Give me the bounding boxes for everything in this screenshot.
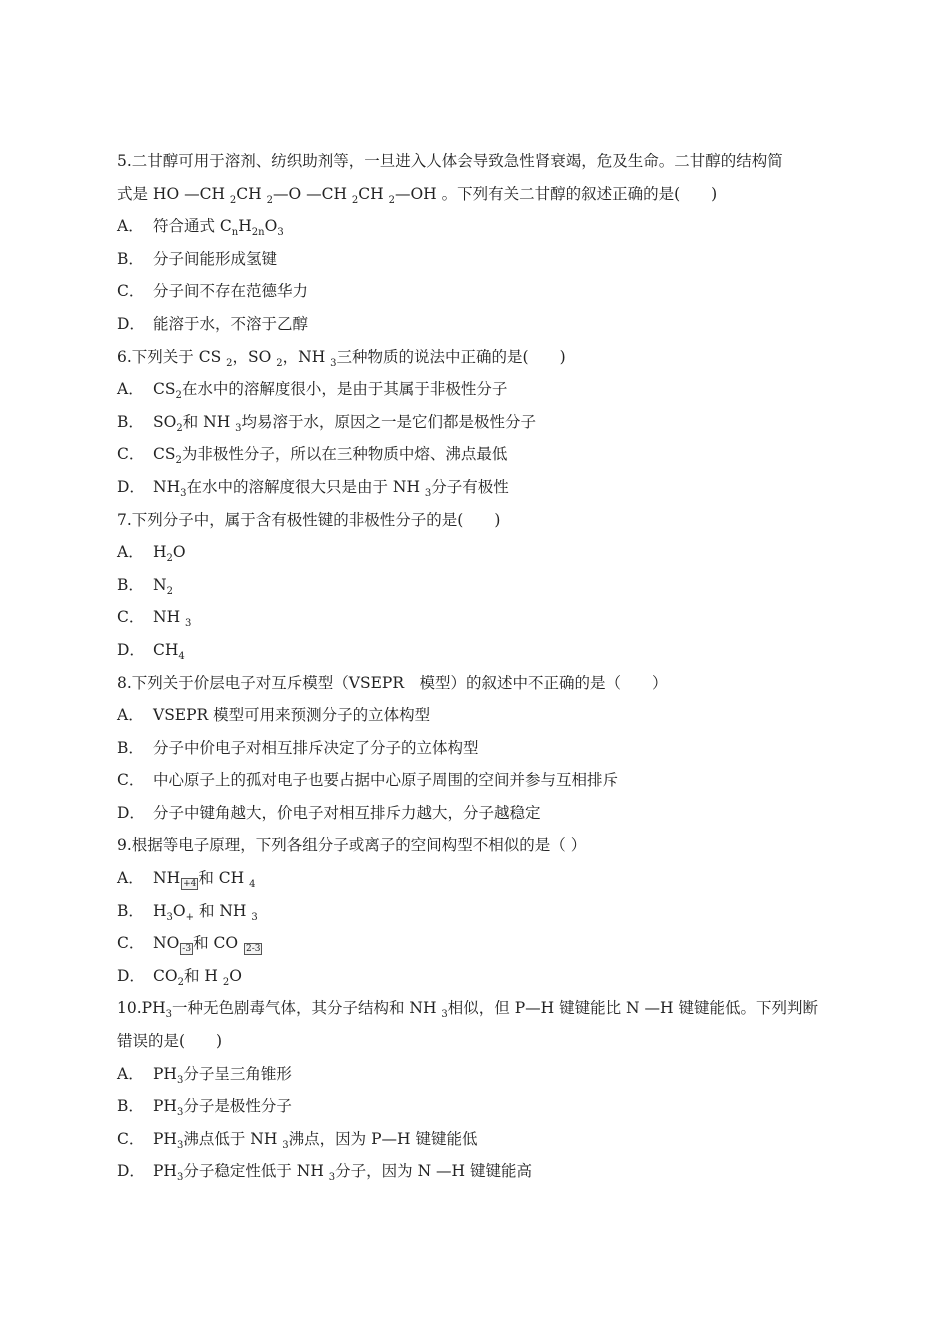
text-run: 和 NH — [194, 901, 252, 920]
text-run: ，SO — [232, 347, 277, 366]
subscript: 2 — [388, 194, 395, 206]
option-label: C． — [117, 282, 145, 301]
text-run: 分子有极性 — [431, 477, 509, 496]
option-label: C． — [117, 1129, 145, 1148]
text-run: 符合通式 C — [153, 217, 232, 236]
question-text — [117, 829, 847, 862]
answer-option — [117, 308, 847, 341]
text-run: CH — [358, 184, 389, 203]
text-run: 在水中的溶解度很小，是由于其属于非极性分子 — [181, 380, 508, 399]
subscript: 4 — [178, 650, 185, 662]
text-run: 6.下列关于 CS — [117, 347, 227, 366]
subscript: 3 — [330, 357, 337, 369]
option-label: D． — [117, 966, 145, 985]
subscript: 3 — [176, 1172, 184, 1184]
answer-option — [117, 569, 847, 602]
answer-option — [117, 764, 847, 797]
subscript: 3 — [185, 618, 192, 630]
text-run: O — [172, 543, 186, 562]
option-label: A． — [117, 543, 144, 562]
text-run: 9.根据等电子原理，下列各组分子或离子的空间构型不相似的是（ ） — [117, 836, 587, 855]
option-label: B． — [117, 738, 144, 757]
subscript: 2 — [266, 194, 273, 206]
subscript: 2 — [177, 976, 184, 988]
option-label: A． — [117, 217, 144, 236]
answer-option — [117, 210, 847, 243]
subscript: 2 — [222, 976, 230, 988]
answer-option — [117, 1090, 847, 1123]
subscript: 3 — [176, 1074, 184, 1086]
text-run: CO — [153, 966, 178, 985]
question-list — [117, 145, 847, 1188]
text-run: O — [172, 901, 186, 920]
subscript: 3 — [235, 422, 242, 434]
subscript: 3 — [180, 487, 187, 499]
option-label: A． — [117, 1064, 144, 1083]
subscript: 4 — [249, 879, 256, 891]
text-run: 分子是极性分子 — [183, 1097, 292, 1116]
text-run: 相似，但 P—H 键键能比 N —H 键键能低。下列判断 — [447, 999, 818, 1018]
text-run: 5.二甘醇可用于溶剂、纺织助剂等，一旦进入人体会导致急性肾衰竭，危及生命。二甘醇的结构简 — [117, 152, 783, 170]
text-run: N — [153, 575, 167, 594]
text-run: 沸点低于 NH — [183, 1129, 283, 1148]
text-run: 中心原子上的孤对电子也要占据中心原子周围的空间并参与互相排斥 — [153, 771, 619, 790]
answer-option — [117, 243, 847, 276]
text-run: 和 NH — [182, 412, 236, 431]
option-label: D． — [117, 1162, 145, 1181]
option-label: B． — [117, 249, 144, 268]
question-text — [117, 341, 847, 374]
subscript: 2 — [166, 585, 173, 597]
answer-option — [117, 438, 847, 471]
text-run: 在水中的溶解度很大只是由于 NH — [186, 477, 425, 496]
option-label: D． — [117, 640, 145, 659]
text-run: ，NH — [282, 347, 331, 366]
question-text — [117, 178, 847, 211]
subscript: 2 — [175, 390, 182, 402]
text-run: —O —CH — [272, 184, 352, 203]
text-run: 和 H — [183, 966, 223, 985]
text-run: 错误的是( ) — [117, 1032, 223, 1051]
answer-option — [117, 1155, 847, 1188]
answer-option — [117, 634, 847, 667]
text-run: VSEPR 模型可用来预测分子的立体构型 — [153, 706, 431, 725]
text-run: 为非极性分子，所以在三种物质中熔、沸点最低 — [181, 445, 508, 464]
answer-option — [117, 1058, 847, 1091]
subscript: 3 — [176, 1107, 184, 1119]
subscript: 2 — [226, 357, 233, 369]
subscript: 3 — [176, 1139, 184, 1151]
text-run: 8.下列关于价层电子对互斥模型（VSEPR 模型）的叙述中不正确的是（ ） — [117, 673, 668, 692]
question-text — [117, 1025, 847, 1058]
subscript: + — [185, 911, 195, 923]
text-run: O — [264, 217, 278, 236]
text-run: 分子间能形成氢键 — [153, 249, 278, 268]
answer-option — [117, 927, 847, 960]
text-run: 分子，因为 N —H 键键能高 — [335, 1162, 533, 1181]
answer-option — [117, 601, 847, 634]
text-run: 分子中价电子对相互排斥决定了分子的立体构型 — [153, 738, 479, 757]
text-run: 能溶于水，不溶于乙醇 — [153, 314, 309, 333]
ion-charge-image: 2-3 — [245, 944, 261, 955]
text-run: 10.PH — [117, 999, 166, 1018]
subscript: 2 — [176, 422, 183, 434]
subscript: 2 — [276, 357, 283, 369]
text-run: 7.下列分子中，属于含有极性键的非极性分子的是( ) — [117, 510, 501, 529]
text-run: CS — [153, 445, 176, 464]
subscript: 3 — [251, 911, 258, 923]
option-label: A． — [117, 380, 144, 399]
text-run: O — [229, 966, 242, 985]
ion-charge-image: +4 — [183, 879, 197, 890]
text-run: 分子呈三角锥形 — [183, 1064, 292, 1083]
answer-option — [117, 275, 847, 308]
text-run: 和 CH — [198, 869, 250, 888]
option-label: C． — [117, 934, 145, 953]
option-label: A． — [117, 706, 144, 725]
subscript: 3 — [166, 911, 173, 923]
text-run: PH — [153, 1129, 177, 1148]
answer-option — [117, 960, 847, 993]
answer-option — [117, 862, 847, 895]
subscript: 3 — [441, 1009, 448, 1021]
subscript: 3 — [277, 227, 284, 239]
subscript: 2 — [166, 553, 173, 565]
text-run: H — [153, 901, 167, 920]
subscript: 2n — [251, 227, 265, 239]
option-label: C． — [117, 771, 145, 790]
text-run: 均易溶于水，原因之一是它们都是极性分子 — [241, 412, 537, 431]
text-run: 沸点，因为 P—H 键键能低 — [288, 1129, 478, 1148]
subscript: n — [231, 227, 239, 239]
text-run: SO — [153, 412, 177, 431]
subscript: 2 — [351, 194, 359, 206]
text-run: H — [153, 543, 167, 562]
text-run: PH — [153, 1097, 177, 1116]
text-run: —OH 。下列有关二甘醇的叙述正确的是( ) — [394, 184, 718, 203]
text-run: NH — [153, 608, 186, 627]
option-label: D． — [117, 803, 145, 822]
subscript: 3 — [424, 487, 432, 499]
subscript: 3 — [165, 1009, 172, 1021]
text-run: 式是 HO —CH — [117, 184, 230, 203]
text-run: 分子间不存在范德华力 — [153, 282, 309, 301]
option-label: B． — [117, 412, 144, 431]
option-label: D． — [117, 314, 145, 333]
answer-option — [117, 732, 847, 765]
text-run: CH — [153, 640, 179, 659]
text-run: NO — [153, 934, 180, 953]
subscript: 2 — [175, 455, 182, 467]
answer-option — [117, 895, 847, 928]
option-label: B． — [117, 575, 144, 594]
answer-option — [117, 536, 847, 569]
option-label: C． — [117, 445, 145, 464]
text-run: PH — [153, 1162, 177, 1181]
option-label: C． — [117, 608, 145, 627]
text-run: 分子中键角越大，价电子对相互排斥力越大，分子越稳定 — [153, 803, 541, 822]
option-label: B． — [117, 1097, 144, 1116]
subscript: 2 — [229, 194, 237, 206]
subscript: 3 — [328, 1172, 336, 1184]
question-text — [117, 504, 847, 537]
subscript: 3 — [282, 1139, 289, 1151]
text-run: 三种物质的说法中正确的是( ) — [336, 347, 566, 366]
text-run: 分子稳定性低于 NH — [183, 1162, 329, 1181]
answer-option — [117, 1123, 847, 1156]
option-label: B． — [117, 901, 144, 920]
text-run: H — [238, 217, 252, 236]
text-run: 一种无色剧毒气体，其分子结构和 NH — [171, 999, 442, 1018]
option-label: A． — [117, 869, 144, 888]
answer-option — [117, 797, 847, 830]
answer-option — [117, 373, 847, 406]
question-text — [117, 145, 847, 178]
text-run: NH — [153, 477, 181, 496]
text-run: CH — [236, 184, 267, 203]
question-text — [117, 992, 847, 1025]
text-run: 和 CO — [193, 934, 243, 953]
text-run: PH — [153, 1064, 177, 1083]
answer-option — [117, 699, 847, 732]
question-text — [117, 667, 847, 700]
answer-option — [117, 471, 847, 504]
answer-option — [117, 406, 847, 439]
ion-charge-image: -3 — [182, 944, 192, 955]
text-run: NH — [153, 869, 181, 888]
option-label: D． — [117, 477, 145, 496]
text-run: CS — [153, 380, 176, 399]
